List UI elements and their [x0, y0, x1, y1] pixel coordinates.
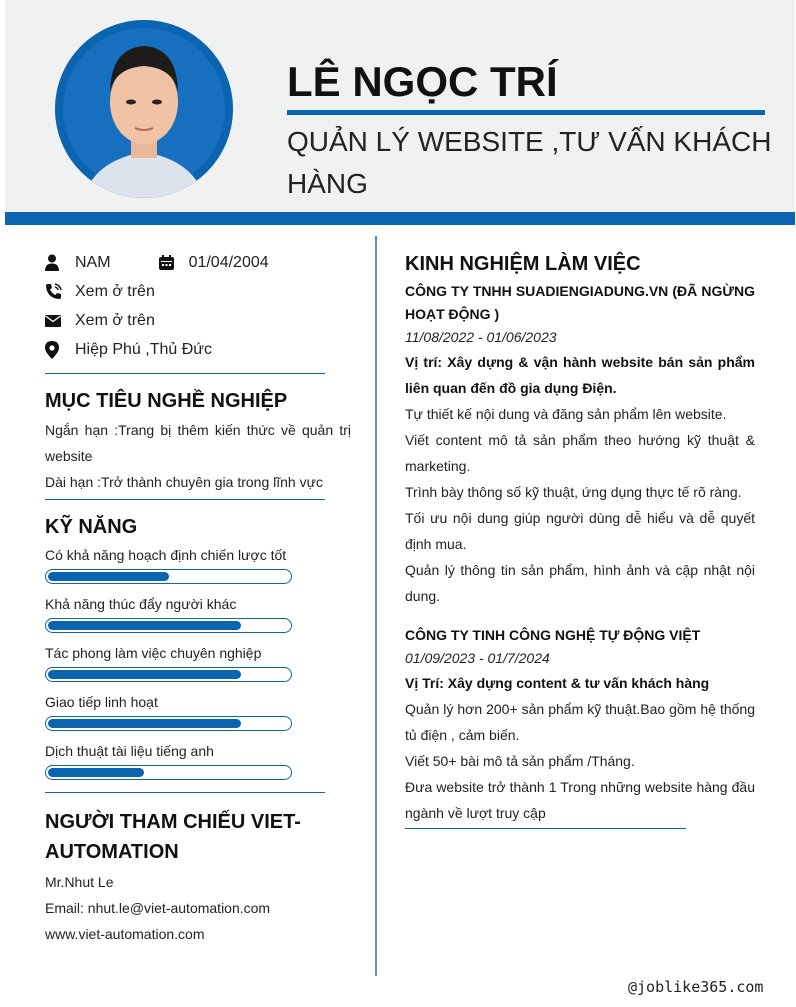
skill-bar: [45, 716, 292, 731]
column-divider: [375, 236, 377, 976]
job-company: CÔNG TY TINH CÔNG NGHỆ TỰ ĐỘNG VIỆT: [405, 627, 701, 643]
phone-value: Xem ở trên: [75, 282, 155, 300]
reference-title: NGƯỜI THAM CHIẾU VIET-AUTOMATION: [45, 811, 301, 863]
job-role: Vị Trí: Xây dựng content & tư vấn khách hàng: [405, 675, 710, 691]
phone-icon: [45, 282, 75, 302]
skill-label: Có khả năng hoạch định chiến lược tốt: [45, 547, 287, 563]
person-icon: [45, 253, 75, 273]
info-row-gender-dob: [45, 248, 351, 277]
right-column: [405, 253, 755, 829]
dob-value: 01/04/2004: [188, 253, 269, 271]
section-divider: [45, 792, 325, 793]
objective-title: MỤC TIÊU NGHỀ NGHIỆP: [45, 390, 288, 412]
objective-long-term: Dài hạn :Trở thành chuyên gia trong lĩnh vực: [45, 474, 323, 490]
skill-label: Tác phong làm việc chuyên nghiệp: [45, 645, 262, 661]
envelope-icon: [45, 311, 75, 331]
job-duty: Đưa website trở thành 1 Trong những website hàng đầu ngành về lượt truy cập: [405, 779, 755, 821]
job-dates: 01/09/2023 - 01/7/2024: [405, 650, 550, 666]
location-pin-icon: [45, 340, 75, 360]
skills-list: [45, 545, 351, 780]
skill-bar: [45, 618, 292, 633]
job-entry: [405, 280, 755, 609]
skill-label: Dịch thuật tài liệu tiếng anh: [45, 743, 214, 759]
section-divider: [45, 499, 325, 500]
job-duty: Viết 50+ bài mô tả sản phẩm /Tháng.: [405, 753, 635, 769]
skill-label: Khả năng thúc đẩy người khác: [45, 596, 237, 612]
skill-fill: [48, 670, 241, 679]
objective-short-term: Ngắn hạn :Trang bị thêm kiến thức về quản trị website: [45, 422, 351, 464]
info-row-address: [45, 335, 351, 364]
skill-fill: [48, 572, 169, 581]
job-duty: Viết content mô tả sản phẩm theo hướng kỹ thuật & marketing.: [405, 432, 755, 474]
name-underline: [287, 110, 765, 115]
skill-bar: [45, 569, 292, 584]
job-company: CÔNG TY TNHH SUADIENGIADUNG.VN (ĐÃ NGỪNG HOẠT ĐỘNG ): [405, 283, 755, 322]
watermark: @joblike365.com: [628, 978, 764, 996]
address-value: Hiệp Phú ,Thủ Đức: [75, 340, 212, 358]
experience-title: KINH NGHIỆM LÀM VIỆC: [405, 253, 641, 275]
skills-title: KỸ NĂNG: [45, 516, 138, 538]
skill-label: Giao tiếp linh hoạt: [45, 694, 158, 710]
skill-item: [45, 692, 351, 731]
gender-value: NAM: [75, 253, 111, 271]
job-duty: Trình bày thông số kỹ thuật, ứng dụng thực tế rõ ràng.: [405, 484, 742, 500]
skill-item: [45, 545, 351, 584]
section-divider: [405, 828, 686, 829]
left-column: [45, 248, 351, 947]
email-value: Xem ở trên: [75, 311, 155, 329]
calendar-icon: [159, 253, 189, 273]
info-row-phone: [45, 277, 351, 306]
reference-name: Mr.Nhut Le: [45, 874, 114, 890]
job-duty: Quản lý hơn 200+ sản phẩm kỹ thuật.Bao gồm hệ thống tủ điện , cảm biến.: [405, 701, 755, 743]
reference-email: Email: nhut.le@viet-automation.com: [45, 900, 271, 916]
header-accent-bar: [5, 212, 795, 225]
skill-fill: [48, 768, 144, 777]
job-duty: Quản lý thông tin sản phẩm, hình ảnh và cập nhật nội dung.: [405, 562, 755, 604]
section-divider: [45, 373, 325, 374]
reference-website: www.viet-automation.com: [45, 926, 205, 942]
skill-bar: [45, 765, 292, 780]
skill-item: [45, 741, 351, 780]
skill-fill: [48, 621, 241, 630]
skill-item: [45, 594, 351, 633]
job-duty: Tự thiết kế nội dung và đăng sản phẩm lên website.: [405, 406, 727, 422]
candidate-name: LÊ NGỌC TRÍ: [287, 58, 558, 105]
skill-item: [45, 643, 351, 682]
profile-photo-icon: [55, 20, 233, 198]
skill-bar: [45, 667, 292, 682]
job-dates: 11/08/2022 - 01/06/2023: [405, 329, 557, 345]
job-role: Vị trí: Xây dựng & vận hành website bán sản phẩm liên quan đến đồ gia dụng Điện.: [405, 354, 755, 396]
skill-fill: [48, 719, 241, 728]
job-duty: Tối ưu nội dung giúp người dùng dễ hiểu và dễ quyết định mua.: [405, 510, 755, 552]
job-entry: [405, 624, 755, 826]
avatar: [55, 20, 233, 198]
info-row-email: [45, 306, 351, 335]
candidate-title: QUẢN LÝ WEBSITE ,TƯ VẤN KHÁCH HÀNG: [287, 126, 772, 199]
